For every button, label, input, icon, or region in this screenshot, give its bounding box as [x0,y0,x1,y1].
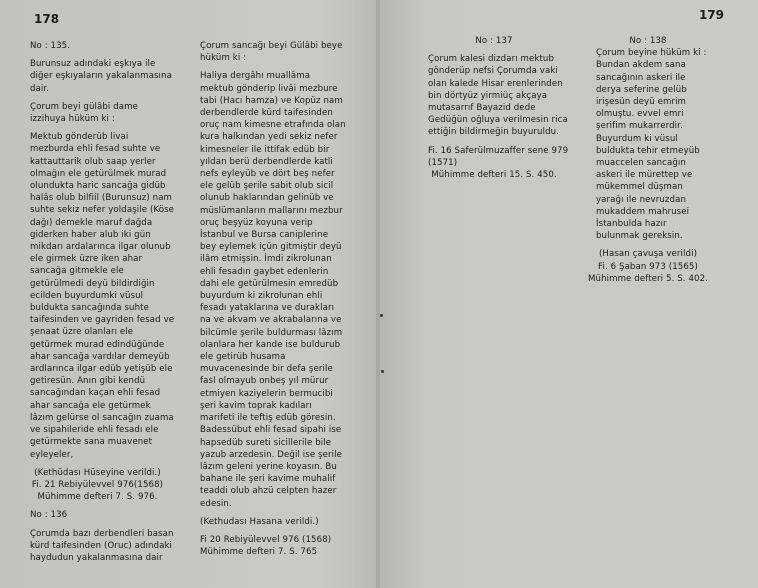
delivery-note: (Hasan çavuşa verildi) [598,249,698,260]
addressee: Çorum beyi gülâbi dame izzihuya hüküm ki : [30,101,138,125]
left-column-1 [20,40,175,564]
document-body: Haliya dergâhı muallâma mektub gönderip livâi mezbure tabi (Hacı hamza) ve Kopüz nam derbendlerde kürd taifesinden oruç nam kimesne etrafında olan kura halkından yedi sekiz nefer kimesneler ile ittifak edüb bir yıldan berü derbendlerde katli nefs eyleyüb ve dört beş nefer ele gelüb şerile sabit olub sicil olunub haklarından gelinüb ve müslümanların mallarını mezbur oruç beşyüz koyuna verip İstanbul ve Bursa caniplerine bey eylemek içün gitmiştir deyü ilâm etmişsin. İmdi zikrolunan ehli fesadın gaybet edenlerin dahi ele getürülmesin emredüb buyurdum ki zikrolunan ehli fesadı yataklarına ve durakları na ve akvam ve akrabalarına ve bilcümle şerile buldurması lâzım olanlara her kande ise buldurub ele getirüb husama muvacenesinde bir defa şerile fasl olmayub onbeş yıl mürur etmiyen kaziyelerin bermucibi şeri kavim toprak kadıları marifeti ile teftiş edüb göresin. Badessübut ehli fesad sipahi ise hapsedüb sureti sicillerile bile yazub arzedesin. Değil ise şerile lâzım geleni yerine koyasın. Bu bahane ile şeri kavime muhalif teaddi olub ahzü celpten hazer edesin. [200,71,346,509]
right-column-1 [418,35,570,181]
addressee: Çorum sancağı beyi Gülâbi beye hüküm ki : [200,41,343,64]
register-reference: Mühimme defteri 7. S. 765 [200,547,318,558]
document-date: Fi 20 Rebiyülevvel 976 (1568) [200,534,332,545]
delivery-note: (Kethudası Hasana verildi.) [200,516,319,527]
document-body: Çorum kalesi dizdarı mektub gönderüp nefsi Çorumda vaki olan kalede Hisar erenlerinden bin dörtyüz yirmiüç akçaya mutasarrıf Bayazid dede Gedüğün oğluya verilmesin rica ettiğin bildirmeğin buyuruldu. [428,54,568,138]
delivery-note: (Kethüdası Hüseyine verildi.) [34,467,161,478]
document-body: Bundan akdem sana sancağının askeri ile derya seferine gelüb irişesün deyü emrim olmuştu. evvel emri şerifim mukarrerdir. Buyurdum ki vüsul buldukta tehir etmeyüb muaccelen sancağın askeri ile mürettep ve mükemmel düşman yarağı ile nevruzdan mukaddem mahrusei İstanbulda hazır bulunmak gereksin. [596,60,700,242]
document-number: No : 137 [475,36,513,46]
document-body: Mektub gönderüb livai mezburda ehli fesad suhte ve kattauttarik olub saap yerler olmağın ele getürülmek murad olundukta haric sancağa gidüb halâs olub bilfiil (Burunsuz) nam suhte sekiz nefer yoldaşile (Köse dağı) demekle maruf dağda giderken haber alub iki gün mikdarı ardalarınca ilgar olunub ele girmek üzre iken ahar sancağa gitmekle ele getürülmedi deyü bildirdiğin ecilden buyurdumki vüsul buldukta sancağında suhte taifesinden ve gayriden fesad ve şenaat üzre olanları ele getürmek murad edindüğünde ahar sancağa vardılar demeyüb ardlarınca ilgar edüb yetişüb ele getiresün. Anın gibi kendü sancağından kaçan ehli fesad ahar sancağa ele getürmek lâzım gelürse ol sancağın zuama ve sipahileride ehli fesadı ele getürmekte sana muavenet eyleyeler, [30,132,175,460]
page-number: 179 [698,8,724,22]
left-page [0,0,378,588]
binding-mark [381,370,384,373]
document-number: No : 136 [30,510,68,521]
document-summary: Burunsuz adındaki eşkıya ile diğer eşkıyaların yakalanmasına dair. [30,59,172,94]
document-summary: Çorumda bazı derbendleri basan kürd taifesinden (Oruc) adındaki haydudun yakalanmasına dair [30,528,174,563]
document-date: Fi. 6 Şaban 973 (1565) [598,261,698,272]
addressee: Çorum beyine hüküm ki : [596,48,707,59]
binding-mark [380,314,383,317]
register-reference: Mühimme defteri 7. S. 976. [37,492,158,503]
right-page [380,0,758,588]
document-number: No : 138 [629,36,667,46]
document-date: Fi. 16 Saferülmuzaffer sene 979 (1571) [428,145,569,168]
page-number: 178 [34,12,60,26]
register-reference: Mühimme defteri 15. S. 450. [431,170,557,181]
document-date: Fi. 21 Rebiyülevvel 976(1568) [31,479,164,490]
right-column-2 [586,35,710,285]
left-column-2 [190,40,346,558]
register-reference: Mühimme defteri 5. S. 402. [588,273,708,284]
document-number: No : 135. [30,41,71,51]
